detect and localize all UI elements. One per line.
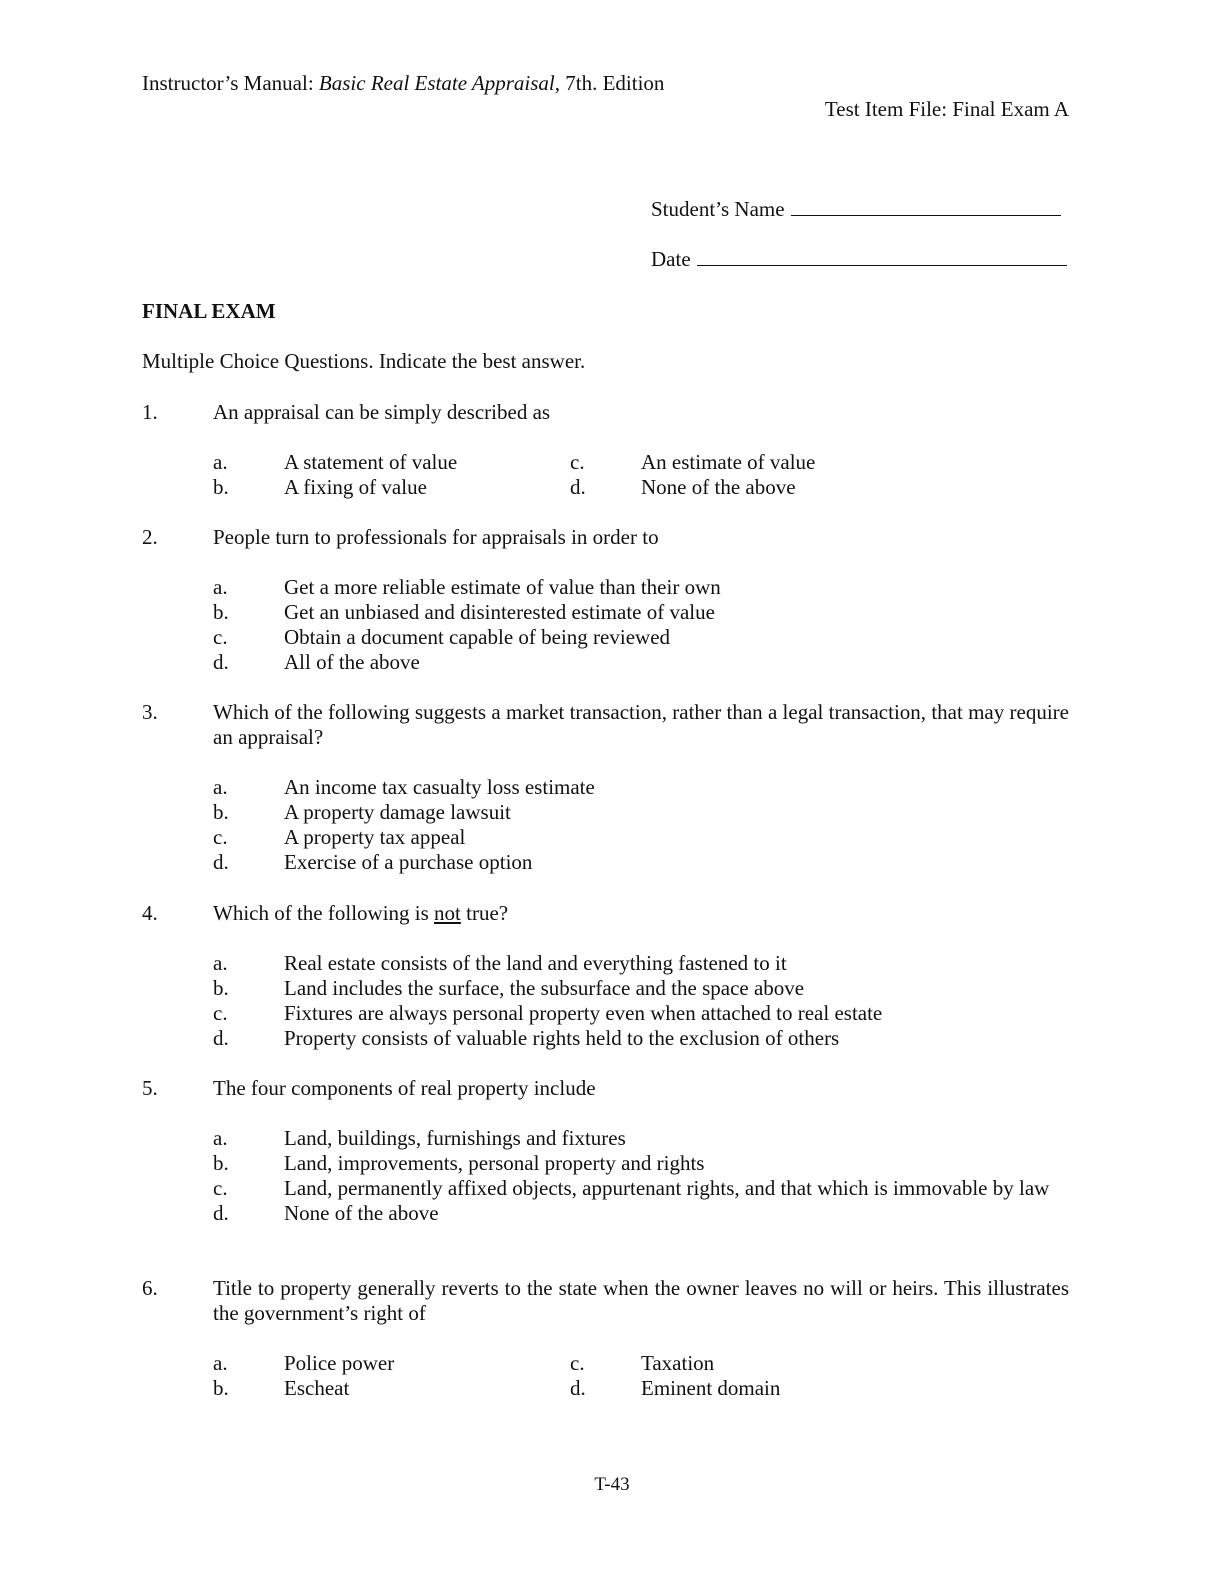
option-letter: a. — [213, 450, 228, 474]
option — [142, 625, 1069, 650]
option-text: Eminent domain — [641, 1376, 781, 1400]
option-letter: c. — [213, 825, 228, 849]
option-letter: c. — [213, 1001, 228, 1025]
question-text — [213, 901, 1069, 926]
option — [142, 1026, 1069, 1051]
book-title: Basic Real Estate Appraisal — [318, 71, 555, 95]
option-text: An income tax casualty loss estimate — [284, 775, 595, 799]
option-letter: a. — [213, 575, 228, 599]
option-text: A property damage lawsuit — [284, 800, 511, 824]
option-letter: c. — [570, 450, 585, 474]
option-text: Get a more reliable estimate of value than their own — [284, 575, 721, 599]
question-text: Title to property generally reverts to the state when the owner leaves no will or heirs. This illustrates the government’s right of — [213, 1276, 1069, 1325]
option-letter: b. — [213, 800, 229, 824]
manual-prefix: Instructor’s Manual: — [142, 71, 319, 95]
option-text: A fixing of value — [284, 475, 427, 499]
option-letter: c. — [213, 1176, 228, 1200]
underlined-word: not — [434, 901, 461, 925]
option — [142, 1001, 1069, 1026]
option-letter: d. — [213, 650, 229, 674]
option-text: Police power — [284, 1351, 395, 1375]
option-letter: a. — [213, 775, 228, 799]
option-text: Obtain a document capable of being reviewed — [284, 625, 671, 649]
option-text: Fixtures are always personal property even when attached to real estate — [284, 1001, 883, 1025]
question-number: 2. — [142, 525, 158, 549]
question-text: The four components of real property include — [213, 1076, 596, 1100]
option — [142, 850, 1069, 875]
test-file-label: Test Item File: Final Exam A — [824, 97, 1069, 121]
option-text: A property tax appeal — [284, 825, 466, 849]
option — [142, 951, 1069, 976]
option-letter: d. — [570, 1376, 586, 1400]
question-text-part: Which of the following is — [213, 901, 435, 925]
option-text: A statement of value — [284, 450, 458, 474]
option-letter: c. — [570, 1351, 585, 1375]
edition: , 7th. Edition — [554, 71, 665, 95]
question-text: An appraisal can be simply described as — [213, 400, 551, 424]
date-field — [651, 247, 1067, 272]
option-letter: b. — [213, 1151, 229, 1175]
option-letter: d. — [570, 475, 586, 499]
instructions: Multiple Choice Questions. Indicate the best answer. — [142, 349, 586, 373]
student-name-field — [651, 197, 1061, 222]
options-list — [142, 951, 1069, 1051]
options-grid — [213, 1351, 1069, 1401]
option-text: Land, improvements, personal property and rights — [284, 1151, 705, 1175]
option-text: All of the above — [284, 650, 420, 674]
option — [142, 825, 1069, 850]
option-text: Taxation — [641, 1351, 715, 1375]
option-letter: b. — [213, 976, 229, 1000]
option-letter: a. — [213, 1126, 228, 1150]
option-text: An estimate of value — [641, 450, 816, 474]
option-letter: a. — [213, 951, 228, 975]
option-letter: b. — [213, 1376, 229, 1400]
option — [142, 1201, 1069, 1226]
option-text: Land includes the surface, the subsurface and the space above — [284, 976, 805, 1000]
question-text-part: true? — [460, 901, 509, 925]
question-text: Which of the following suggests a market transaction, rather than a legal transaction, that may require an appraisal? — [213, 700, 1069, 749]
date-label: Date — [651, 247, 691, 271]
option-letter: c. — [213, 625, 228, 649]
exam-title: FINAL EXAM — [142, 299, 276, 323]
options-grid — [213, 450, 1069, 500]
question-4 — [142, 901, 1069, 1051]
option-text: Land, permanently affixed objects, appurtenant rights, and that which is immovable by law — [284, 1176, 1050, 1200]
student-name-label: Student’s Name — [651, 197, 785, 221]
option — [142, 775, 1069, 800]
option — [142, 1126, 1069, 1151]
option — [142, 600, 1069, 625]
question-6 — [142, 1276, 1069, 1401]
option-text: Real estate consists of the land and everything fastened to it — [284, 951, 787, 975]
question-number: 3. — [142, 700, 158, 724]
option-text: Get an unbiased and disinterested estimate of value — [284, 600, 715, 624]
running-header — [142, 71, 664, 96]
question-text: People turn to professionals for appraisals in order to — [213, 525, 659, 549]
question-number: 4. — [142, 901, 158, 925]
option-text: None of the above — [641, 475, 796, 499]
option — [142, 1176, 1069, 1201]
option-text: None of the above — [284, 1201, 439, 1225]
option-text: Land, buildings, furnishings and fixtures — [284, 1126, 626, 1150]
options-list — [142, 575, 1069, 675]
question-number: 5. — [142, 1076, 158, 1100]
option-letter: d. — [213, 850, 229, 874]
option-text: Exercise of a purchase option — [284, 850, 533, 874]
option-text: Property consists of valuable rights held to the exclusion of others — [284, 1026, 840, 1050]
page-number: T-43 — [594, 1474, 630, 1495]
option-letter: a. — [213, 1351, 228, 1375]
options-list — [142, 775, 1069, 875]
options-list — [142, 1126, 1069, 1226]
option — [142, 1151, 1069, 1176]
date-blank[interactable] — [697, 247, 1067, 266]
option — [142, 800, 1069, 825]
option-letter: d. — [213, 1026, 229, 1050]
question-3 — [142, 700, 1069, 875]
option-letter: b. — [213, 600, 229, 624]
question-number: 6. — [142, 1276, 158, 1300]
option — [142, 650, 1069, 675]
option-letter: b. — [213, 475, 229, 499]
question-1 — [142, 400, 1069, 500]
question-5 — [142, 1076, 1069, 1226]
question-number: 1. — [142, 400, 158, 424]
question-2 — [142, 525, 1069, 675]
option — [142, 976, 1069, 1001]
student-name-blank[interactable] — [791, 197, 1061, 216]
option — [142, 575, 1069, 600]
option-text: Escheat — [284, 1376, 350, 1400]
option-letter: d. — [213, 1201, 229, 1225]
